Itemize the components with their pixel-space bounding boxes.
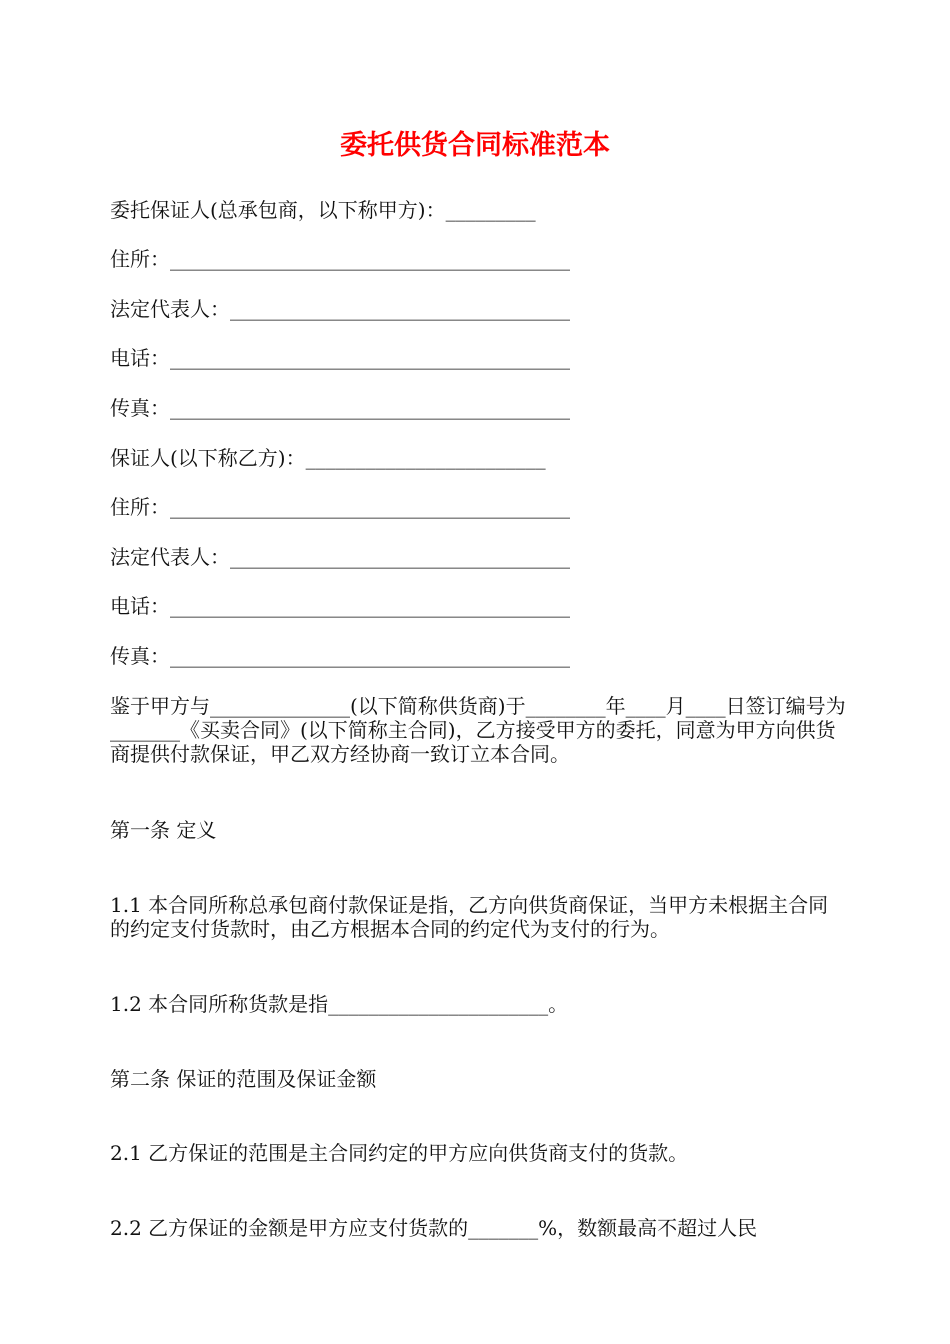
party-a-legal-rep-line: 法定代表人：__________________________________ bbox=[110, 297, 570, 321]
party-b-phone-line: 电话：________________________________________ bbox=[110, 594, 570, 618]
clause-1-1: 1.1 本合同所称总承包商付款保证是指，乙方向供货商保证，当甲方未根据主合同的约定支付货款时，由乙方根据本合同的约定代为支付的行为。 bbox=[110, 893, 829, 941]
party-a-fax-line: 传真：________________________________________ bbox=[110, 396, 570, 420]
clause-1-2: 1.2 本合同所称货款是指______________________。 bbox=[110, 992, 569, 1016]
party-a-address-line: 住所：________________________________________ bbox=[110, 247, 570, 271]
preamble-paragraph: 鉴于甲方与______________(以下简称供货商)于________年____月____日签订编号为_______《买卖合同》(以下简称主合同)，乙方接受甲方的委托，同意为甲方向供货商提供付款保证，甲乙双方经协商一致订立本合同。 bbox=[110, 694, 846, 766]
clause-2-2: 2.2 乙方保证的金额是甲方应支付货款的_______%，数额最高不超过人民 bbox=[110, 1216, 758, 1240]
party-a-phone-line: 电话：________________________________________ bbox=[110, 346, 570, 370]
party-b-fax-line: 传真：________________________________________ bbox=[110, 644, 570, 668]
party-b-address-line: 住所：________________________________________ bbox=[110, 495, 570, 519]
party-a-entrustor-line: 委托保证人(总承包商，以下称甲方)：_________ bbox=[110, 198, 536, 222]
clause-2-1: 2.1 乙方保证的范围是主合同约定的甲方应向供货商支付的货款。 bbox=[110, 1141, 689, 1165]
document-title: 委托供货合同标准范本 bbox=[340, 130, 610, 161]
party-b-legal-rep-line: 法定代表人：__________________________________ bbox=[110, 545, 570, 569]
article-1-heading: 第一条 定义 bbox=[110, 818, 217, 842]
party-b-guarantor-line: 保证人(以下称乙方)：________________________ bbox=[110, 446, 546, 470]
article-2-heading: 第二条 保证的范围及保证金额 bbox=[110, 1067, 377, 1091]
